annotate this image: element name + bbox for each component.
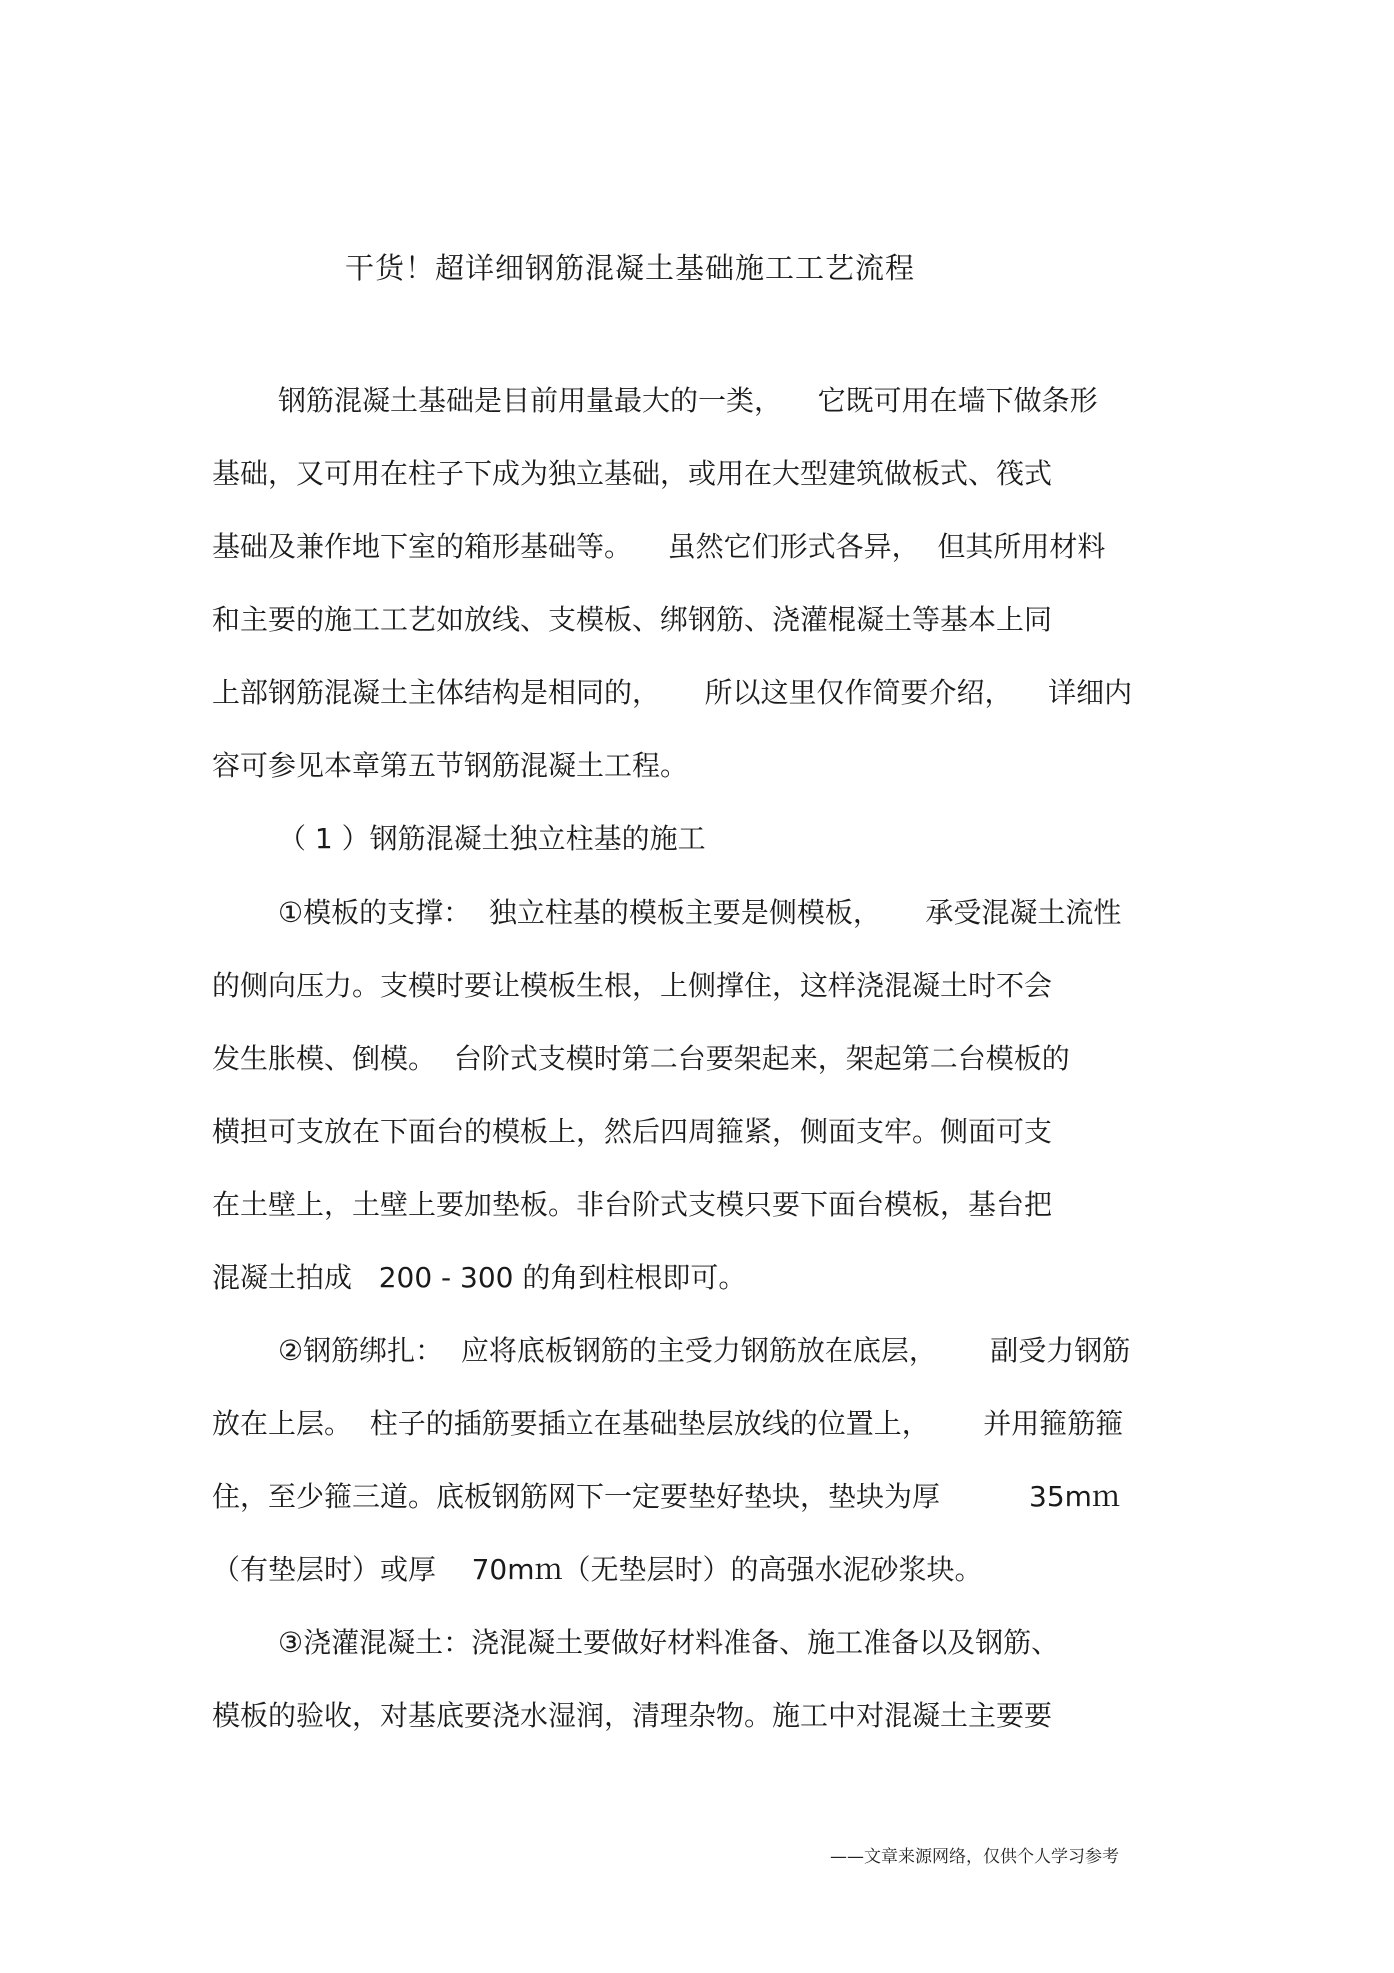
- source-footer: ——文章来源网络，仅供个人学习参考: [830, 1847, 1119, 1867]
- paragraph-line: 基础及兼作地下室的箱形基础等。 虽然它们形式各异， 但其所用材料: [212, 530, 1106, 563]
- paragraph-line: 基础，又可用在柱子下成为独立基础，或用在大型建筑做板式、筏式: [212, 457, 1053, 490]
- paragraph-line: 发生胀模、倒模。 台阶式支模时第二台要架起来，架起第二台模板的: [212, 1042, 1070, 1075]
- paragraph-line: 放在上层。 柱子的插筋要插立在基础垫层放线的位置上， 并用箍筋箍: [212, 1407, 1124, 1440]
- paragraph-line: 钢筋混凝土基础是目前用量最大的一类， 它既可用在墙下做条形: [278, 384, 1098, 417]
- section-heading: （ 1 ）钢筋混凝土独立柱基的施工: [278, 822, 706, 855]
- paragraph-line: 的侧向压力。支模时要让模板生根，上侧撑住，这样浇混凝土时不会: [212, 969, 1053, 1002]
- paragraph-line: ①模板的支撑： 独立柱基的模板主要是侧模板， 承受混凝土流性: [278, 896, 1122, 929]
- paragraph-line: 住，至少箍三道。底板钢筋网下一定要垫好垫块，垫块为厚 35mｍ: [212, 1480, 1120, 1513]
- paragraph-line: 上部钢筋混凝土主体结构是相同的， 所以这里仅作简要介绍， 详细内: [212, 676, 1133, 709]
- paragraph-line: ②钢筋绑扎： 应将底板钢筋的主受力钢筋放在底层， 副受力钢筋: [278, 1334, 1131, 1367]
- paragraph-line: 模板的验收，对基底要浇水湿润，清理杂物。施工中对混凝土主要要: [212, 1699, 1053, 1732]
- paragraph-line: 和主要的施工工艺如放线、支模板、绑钢筋、浇灌棍凝土等基本上同: [212, 603, 1053, 636]
- paragraph-line: 横担可支放在下面台的模板上，然后四周箍紧，侧面支牢。侧面可支: [212, 1115, 1053, 1148]
- paragraph-line: 容可参见本章第五节钢筋混凝土工程。: [212, 749, 689, 782]
- document-title: 干货！超详细钢筋混凝土基础施工工艺流程: [345, 251, 916, 285]
- paragraph-line: 在土壁上，土壁上要加垫板。非台阶式支模只要下面台模板，基台把: [212, 1188, 1053, 1221]
- paragraph-line: ③浇灌混凝土：浇混凝土要做好材料准备、施工准备以及钢筋、: [278, 1626, 1060, 1659]
- paragraph-line: （有垫层时）或厚 70mｍ（无垫层时）的高强水泥砂浆块。: [212, 1553, 983, 1586]
- paragraph-line: 混凝土拍成 200 - 300 的角到柱根即可。: [212, 1261, 747, 1294]
